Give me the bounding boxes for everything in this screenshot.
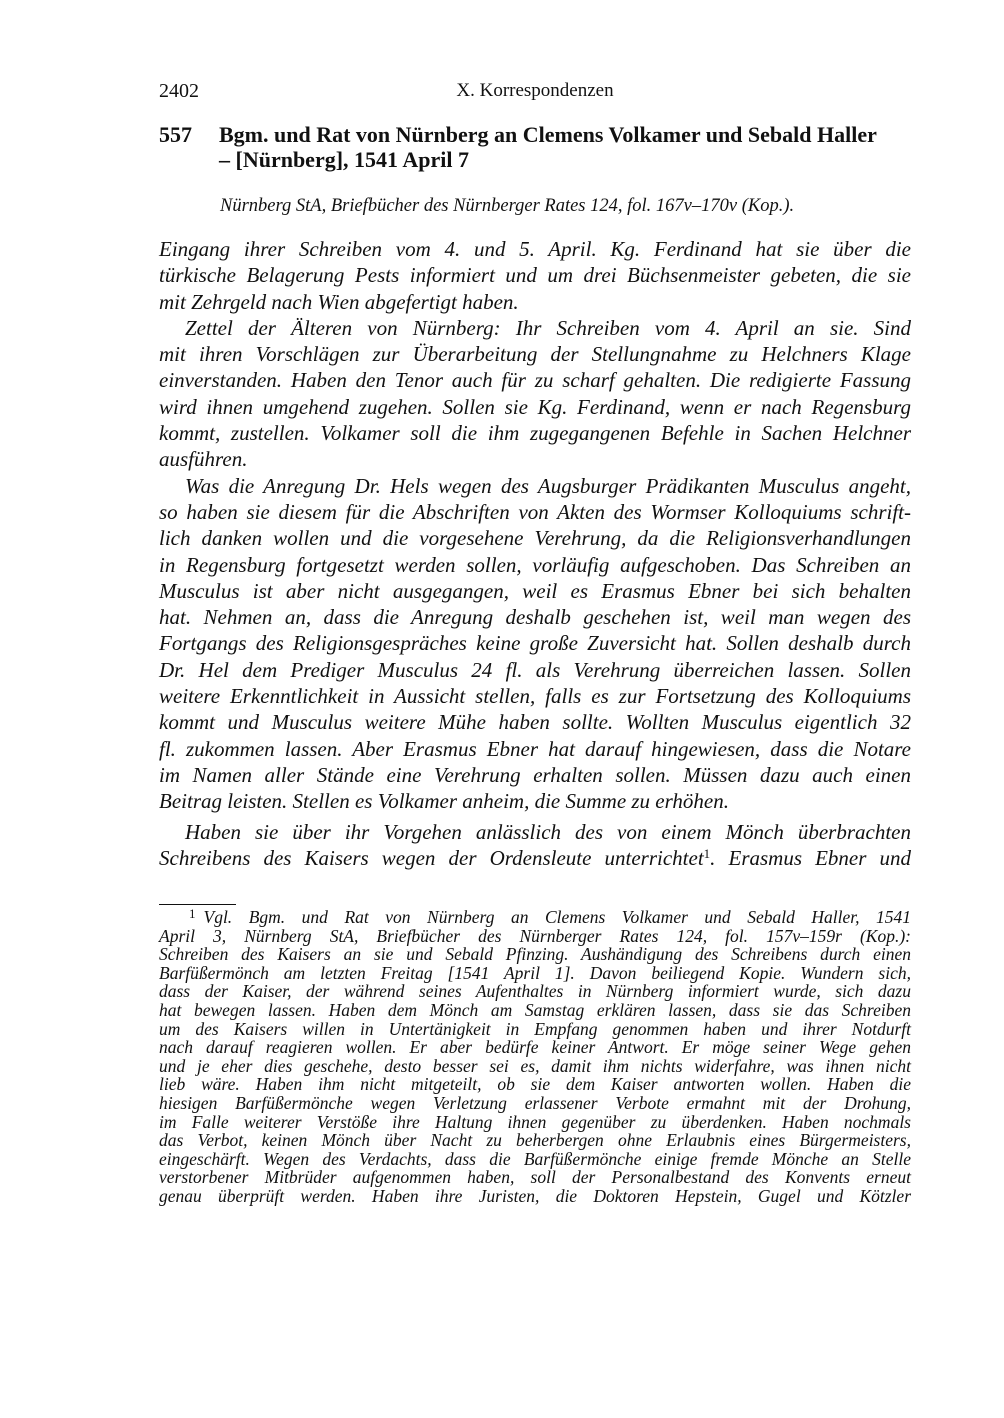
footnote-line: hat bewegen lassen. Haben dem Mönch am Samstag erklären lassen, dass sie das Schreiben [159,999,911,1020]
text-line: Zettel der Älteren von Nürnberg: Ihr Schreiben vom 4. April an sie. Sind [185,315,911,340]
footnote-line: nach darauf reagieren wollen. Er aber bedürfe keiner Antwort. Er möge seiner Wege gehen [159,1037,911,1058]
paragraph [159,473,911,815]
text-line: Eingang ihrer Schreiben vom 4. und 5. April. Kg. Ferdinand hat sie über die [159,237,911,261]
footnote-line: um des Kaisers willen in Untertänigkeit in Empfang genommen haben und ihrer Notdurft [159,1018,911,1039]
footnote [159,908,911,1206]
text-line: mit Zehrgeld nach Wien abgefertigt haben. [159,289,519,314]
paragraph [159,236,911,315]
text-line: lich danken wollen und die vorgesehene Verehrung, da die Religionsverhandlungen [159,526,911,551]
text-line: ausführen. [159,447,248,472]
document-title-line: Bgm. und Rat von Nürnberg an Clemens Volkamer und Sebald Haller [219,122,877,147]
text-line: kommt und Musculus weitere Mühe haben sollte. Wollten Musculus eigentlich 32 [159,710,911,735]
footnote-line: und je eher dies geschehe, desto besser sei es, damit ihm nichts widerfahre, was ihnen nicht [159,1055,911,1076]
footnote-line: eingeschärft. Wegen des Verdachts, dass die Barfüßermönche einige fremde Mönche an Stelle [159,1148,911,1169]
footnote-line: hiesigen Barfüßermönche wegen Verletzung erlassener Verbote ermahnt mit der Drohung, [159,1092,911,1113]
paragraph [159,315,911,473]
footnotes [159,908,911,1206]
footnote-line: verstorbener Mitbrüder aufgenommen haben, soll der Personalbestand des Konvents erneut [159,1167,911,1188]
footnote-line: Barfüßermönch am letzten Freitag [1541 April 1]. Davon beiliegend Kopie. Wundern sich, [159,962,911,983]
footnote-line: das Verbot, keinen Mönch über Nacht zu beherbergen ohne Erlaubnis eines Bürgermeisters, [159,1130,911,1151]
source-citation: Nürnberg StA, Briefbücher des Nürnberger Rates 124, fol. 167v–170v (Kop.). [220,196,795,216]
text-line: weitere Erkenntlichkeit in Aussicht stellen, falls es zur Fortsetzung des Kolloquiums [159,684,911,709]
text-run: Vgl. Bgm. und Rat von Nürnberg an Clemens Volkamer und Sebald Haller, 1541 [203,907,911,927]
text-line: mit ihren Vorschlägen zur Überarbeitung der Stellungnahme zu Helchners Klage [159,342,911,367]
text-run: . Erasmus Ebner und [710,845,911,870]
running-head [159,80,911,106]
text-line: Beitrag leisten. Stellen es Volkamer anheim, die Summe zu erhöhen. [159,789,729,814]
footnote-number: 1 [189,906,196,921]
footnote-line: dass der Kaiser, der während seines Aufenthaltes in Nürnberg informiert wurde, sich dazu [159,981,911,1002]
text-line: einverstanden. Haben den Tenor auch für zu scharf gehalten. Die redigierte Fassung [159,368,911,393]
text-line [159,845,911,871]
text-line: hat. Nehmen an, dass die Anregung deshalb geschehen ist, weil man wegen des [159,605,911,630]
text-line: so haben sie diesem für die Abschriften von Akten des Wormser Kolloquiums schrift- [159,499,911,524]
text-line: türkische Belagerung Pests informiert und um drei Büchsenmeister gebeten, die sie [159,263,911,288]
text-line: kommt, zustellen. Volkamer soll die ihm zugegangenen Befehle in Sachen Helchner [159,421,911,446]
text-line: Was die Anregung Dr. Hels wegen des Augsburger Prädikanten Musculus angeht, [185,473,911,498]
page-number: 2402 [159,80,199,102]
paragraph [159,819,911,872]
text-line: Musculus ist aber nicht ausgegangen, weil es Erasmus Ebner bei sich behalten [159,578,911,603]
document-title-line: – [Nürnberg], 1541 April 7 [219,147,469,172]
running-title: X. Korrespondenzen [456,80,614,101]
text-line: Dr. Hel dem Prediger Musculus 24 fl. als Verehrung überreichen lassen. Sollen [159,657,911,682]
text-line: wird ihnen umgehend zugehen. Sollen sie Kg. Ferdinand, wenn er nach Regensburg [159,394,911,419]
text-line: Haben sie über ihr Vorgehen anlässlich des von einem Mönch überbrachten [185,819,911,844]
footnote-line: im Falle weiterer Verstöße ihre Haltung ihnen gegenüber zu überdenken. Haben nochmals [159,1111,911,1132]
document-title [219,122,911,172]
text-line: im Namen aller Stände eine Verehrung erhalten sollen. Müssen dazu auch einen [159,762,911,787]
document-number: 557 [159,122,192,147]
footnote-reference[interactable]: 1 [703,845,711,861]
footnote-line: lieb wäre. Haben ihm nicht mitgeteilt, ob sie dem Kaiser antworten wollen. Haben die [159,1074,911,1095]
text-run: Schreibens des Kaisers wegen der Ordensleute unterrichtet [159,845,704,870]
footnote-line: genau überprüft werden. Haben ihre Juristen, die Doktoren Hepstein, Gugel und Kötzler [159,1185,911,1206]
footnote-divider [159,904,236,905]
text-line: fl. zukommen lassen. Aber Erasmus Ebner hat darauf hingewiesen, dass die Notare [159,736,911,761]
text-line: in Regensburg fortgesetzt werden sollen, vorläufig aufgeschoben. Das Schreiben an [159,552,911,577]
text-line: Fortgangs des Religionsgespräches keine große Zuversicht hat. Sollen deshalb durch [159,631,911,656]
body-text [159,236,911,871]
footnote-line: Schreiben des Kaisers an sie und Sebald Pfinzing. Aushändigung des Schreibens durch einen [159,944,911,965]
footnote-line: April 3, Nürnberg StA, Briefbücher des Nürnberger Rates 124, fol. 157v–159r (Kop.): [159,925,911,946]
footnote-line [159,908,911,927]
